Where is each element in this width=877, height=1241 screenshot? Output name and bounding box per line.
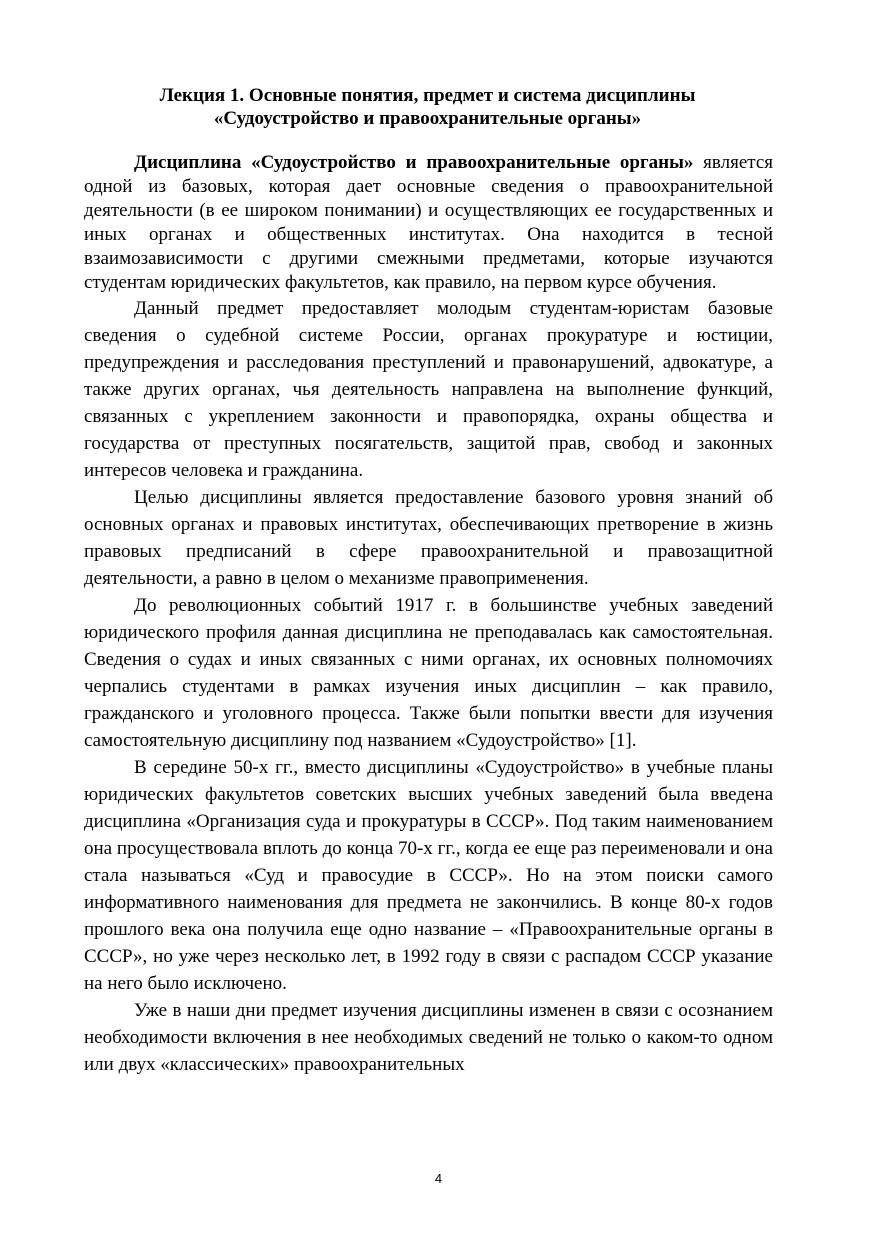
page-number: 4 <box>434 1171 443 1186</box>
paragraph-1-lead: Дисциплина «Судоустройство и правоохранительные органы» <box>134 152 694 173</box>
paragraph-3: Целью дисциплины является предоставление базового уровня знаний об основных органах и правовых институтах, обеспечивающих претворение в жизнь правовых предписаний в сфере правоохранительной и правозащитной деятельности, а равно в целом о механизме правоприменения. <box>84 487 773 589</box>
paragraph-1-text: является одной из базовых, которая дает основные сведения о правоохранительной деятельности (в ее широком понимании) и осуществляющих ее государственных и иных органах и общественных институтах. Она находится в тесной взаимозависимости с другими смежными предметами, которые изучаются студентам юридических факультетов, как правило, на первом курсе обучения. <box>84 152 774 293</box>
lecture-title <box>84 84 771 130</box>
title-line-2: «Судоустройство и правоохранительные органы» <box>213 108 642 129</box>
paragraph-2: Данный предмет предоставляет молодым студентам-юристам базовые сведения о судебной системе России, органах прокуратуре и юстиции, предупреждения и расследования преступлений и правонарушений, адвокатуре, а также других органах, чья деятельность направлена на выполнение функций, связанных с укреплением законности и правопорядка, охраны общества и государства от преступных посягательств, защитой прав, свобод и законных интересов человека и гражданина. <box>84 298 773 481</box>
paragraph-5: В середине 50-х гг., вместо дисциплины «Судоустройство» в учебные планы юридических факультетов советских высших учебных заведений была введена дисциплина «Организация суда и прокуратуры в СССР». Под таким наименованием она просуществовала вплоть до конца 70-х гг., когда ее еще раз переименовали и она стала называться «Суд и правосудие в СССР». Но на этом поиски самого информативного наименования для предмета не закончились. В конце 80-х годов прошлого века она получила еще одно название – «Правоохранительные органы в СССР», но уже через несколько лет, в 1992 году в связи с распадом СССР указание на него было исключено. <box>84 757 773 994</box>
lecture-body <box>84 151 773 1078</box>
paragraph-4: До революционных событий 1917 г. в большинстве учебных заведений юридического профиля данная дисциплина не преподавалась как самостоятельная. Сведения о судах и иных связанных с ними органах, их основных полномочиях черпались студентами в рамках изучения иных дисциплин – как правило, гражданского и уголовного процесса. Также были попытки ввести для изучения самостоятельную дисциплину под названием «Судоустройство» [1]. <box>84 595 773 751</box>
paragraph-6: Уже в наши дни предмет изучения дисциплины изменен в связи с осознанием необходимости включения в нее необходимых сведений не только о каком-то одном или двух «классических» правоохранительных <box>84 1000 773 1075</box>
title-line-1: Лекция 1. Основные понятия, предмет и система дисциплины <box>159 85 696 106</box>
paragraph-1 <box>84 151 773 295</box>
